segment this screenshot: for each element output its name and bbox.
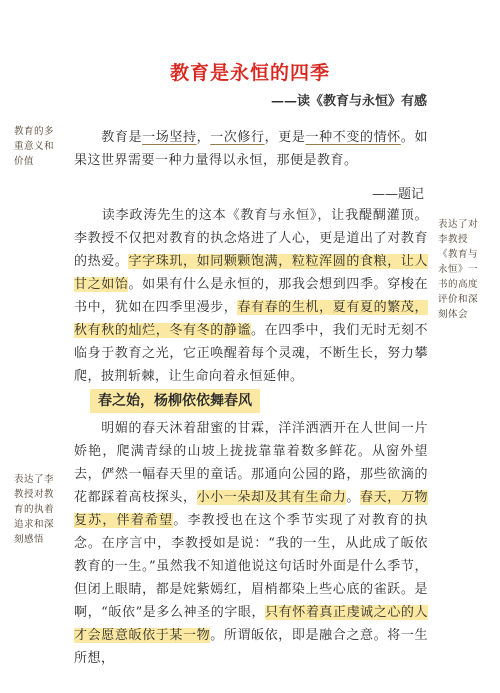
p2-highlight-2: 春有春的生机，夏有夏的繁茂，秋有秋的灿烂，冬有冬的静谧 bbox=[74, 300, 428, 338]
intro-paragraph bbox=[74, 126, 428, 172]
p3-highlight-2: 春天，万物复苏，伴着希望 bbox=[74, 490, 428, 528]
margin-note-right: 表达了对 李教授 《教育与 永恒》一 书的高度 评价和深 刻体会 bbox=[438, 219, 479, 320]
margin-note-left-bottom: 表达了李 教授对教 育的执着 追求和深 刻感悟 bbox=[14, 474, 55, 545]
p3-highlight-3: 只有怀着真正虔诚之心的人才会愿意皈依于某一物 bbox=[74, 605, 428, 643]
intro-text-3: ，更是 bbox=[264, 130, 306, 145]
intro-underline-1: 一场坚持 bbox=[142, 130, 197, 145]
intro-underline-3: 一种不变的情怀 bbox=[305, 130, 401, 145]
p3-text-1: 明媚的春天沐着甜蜜的甘霖，洋洋洒洒开在人世间一片娇艳，爬满青绿的山坡上拢拢靠靠着数多鲜花。从窗外望去，俨然一幅春天里的童话。那通向公园的路，那些欲滴的花都踩着高枝探头， bbox=[74, 421, 428, 505]
intro-text-4: 。如果这世界需要一种力量得以永恒，那便是教育。 bbox=[74, 130, 428, 168]
article-title: 教育是永恒的四季 bbox=[169, 62, 330, 84]
intro-underline-2: 一次修行 bbox=[210, 130, 265, 145]
article-subtitle: ——读《教育与永恒》有感 bbox=[270, 94, 427, 109]
margin-note-left-top: 教育的多 重意义和 价值 bbox=[14, 126, 55, 167]
p3-highlight-1: 小小一朵却及其有生命力 bbox=[196, 490, 347, 505]
intro-text-1: 教育是 bbox=[74, 130, 143, 145]
p2-highlight-1: 字字珠玑，如同颗颗饱满，粒粒浑圆的食粮，让人甘之如饴 bbox=[74, 254, 428, 292]
p2-text-1: 读李政涛先生的这本《教育与永恒》，让我醍醐灌顶。李教授不仅把对教育的执念烙进了人心，更是道出了对教育的热爱。 bbox=[74, 208, 428, 269]
p3-text-3: 。李教授也在这个季节实现了对教育的执念。在序言中，李教授如是说：“我的一生，从此成了皈依教育的一生。”虽然我不知道他说这句话时外面是什么季节，但闭上眼睛，都是姹紫嫣红，眉梢都染上些心底的雀跃。是啊，“皈依”是多么神圣的字眼， bbox=[74, 513, 428, 620]
p3-text-2: 。 bbox=[346, 490, 360, 505]
intro-text-2: ， bbox=[196, 130, 211, 145]
section-heading-spring: 春之始，杨柳依依舞春风 bbox=[90, 389, 260, 413]
paragraph-3 bbox=[74, 417, 428, 670]
paragraph-2 bbox=[74, 204, 428, 388]
epigraph-byline: ——题记 bbox=[372, 187, 425, 202]
p2-text-2: 。如果有什么是永恒的，那我会想到四季。穿梭在书中，犹如在四季里漫步， bbox=[74, 277, 428, 315]
p2-text-3: 。在四季中，我们无时无刻不临身于教育之光，它正唤醒着每个灵魂，不断生长，努力攀爬，披荆斩棘，让生命向着永恒延伸。 bbox=[74, 323, 428, 384]
p3-text-4: 。所谓皈依，即是融合之意。将一生所想， bbox=[74, 628, 428, 666]
